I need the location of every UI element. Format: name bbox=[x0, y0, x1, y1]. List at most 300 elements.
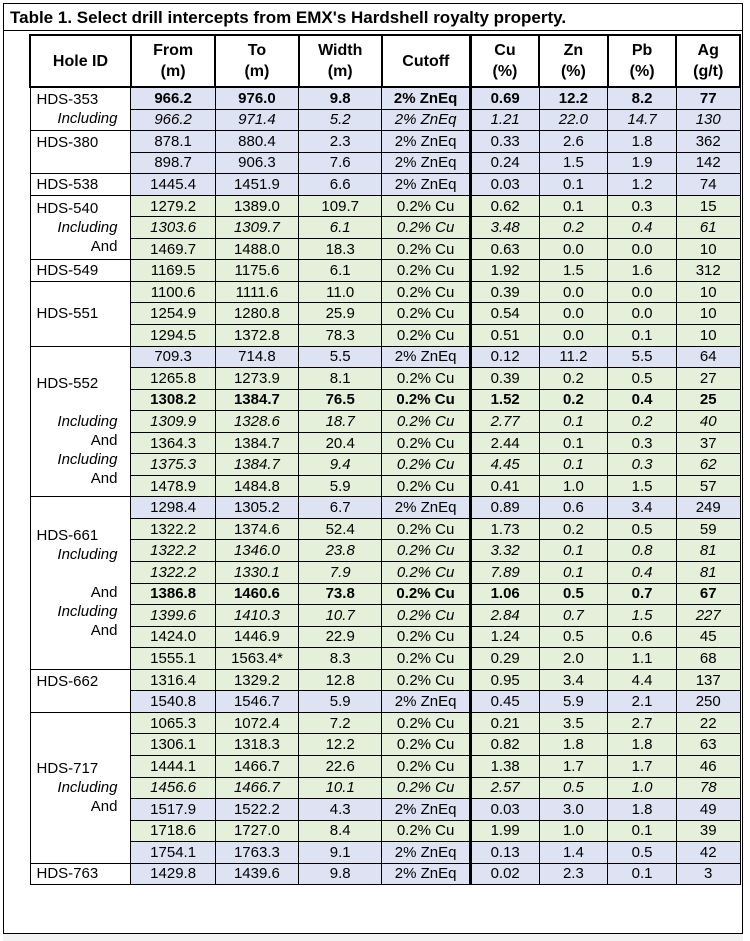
cell-width: 78.3 bbox=[299, 325, 382, 347]
cell-width: 12.2 bbox=[299, 734, 382, 756]
header-cu: Cu (%) bbox=[470, 35, 539, 87]
cell-from: 966.2 bbox=[131, 87, 215, 109]
cell-from: 1265.8 bbox=[131, 368, 215, 390]
hole-id-cell bbox=[30, 260, 131, 282]
cell-ag: 59 bbox=[676, 518, 740, 540]
cell-cutoff: 0.2% Cu bbox=[382, 260, 470, 282]
cell-ag: 312 bbox=[676, 260, 740, 282]
cell-cu: 0.63 bbox=[470, 238, 539, 260]
cell-zn: 0.1 bbox=[539, 454, 608, 476]
header-width: Width (m) bbox=[299, 35, 382, 87]
empty-slot bbox=[37, 640, 126, 659]
cell-pb: 1.1 bbox=[608, 648, 677, 670]
table-row bbox=[30, 238, 740, 260]
cell-to: 1384.7 bbox=[215, 432, 298, 454]
cell-cu: 0.33 bbox=[470, 131, 539, 153]
cell-pb: 2.1 bbox=[608, 691, 677, 713]
cell-ag: 362 bbox=[676, 131, 740, 153]
cell-ag: 10 bbox=[676, 238, 740, 260]
header-row bbox=[30, 35, 740, 87]
cell-width: 10.1 bbox=[299, 777, 382, 799]
cell-width: 7.2 bbox=[299, 712, 382, 734]
cell-pb: 5.5 bbox=[608, 346, 677, 368]
cell-cutoff: 0.2% Cu bbox=[382, 432, 470, 454]
cell-pb: 0.1 bbox=[608, 325, 677, 347]
cell-cutoff: 0.2% Cu bbox=[382, 475, 470, 497]
cell-to: 1384.7 bbox=[215, 389, 298, 411]
cell-cutoff: 2% ZnEq bbox=[382, 842, 470, 864]
cell-cu: 0.21 bbox=[470, 712, 539, 734]
cell-cutoff: 0.2% Cu bbox=[382, 648, 470, 670]
cell-to: 1384.7 bbox=[215, 454, 298, 476]
header-pb: Pb (%) bbox=[608, 35, 677, 87]
cell-to: 976.0 bbox=[215, 87, 298, 109]
table-row bbox=[30, 648, 740, 670]
cell-pb: 0.5 bbox=[608, 842, 677, 864]
cell-cu: 1.21 bbox=[470, 109, 539, 131]
cell-cutoff: 0.2% Cu bbox=[382, 195, 470, 217]
cell-ag: 22 bbox=[676, 712, 740, 734]
hole-id-cell bbox=[30, 346, 131, 497]
table-row bbox=[30, 389, 740, 411]
cell-pb: 0.0 bbox=[608, 281, 677, 303]
cell-ag: 57 bbox=[676, 475, 740, 497]
cell-width: 9.1 bbox=[299, 842, 382, 864]
cell-cu: 1.06 bbox=[470, 583, 539, 605]
cell-width: 20.4 bbox=[299, 432, 382, 454]
hole-id-cell bbox=[30, 712, 131, 863]
cell-cutoff: 0.2% Cu bbox=[382, 411, 470, 433]
cell-width: 4.3 bbox=[299, 799, 382, 821]
empty-slot bbox=[37, 835, 126, 854]
table-row bbox=[30, 131, 740, 153]
header-zn: Zn (%) bbox=[539, 35, 608, 87]
cell-cu: 0.82 bbox=[470, 734, 539, 756]
cell-cu: 0.39 bbox=[470, 368, 539, 390]
cell-cu: 7.89 bbox=[470, 562, 539, 584]
cell-width: 18.3 bbox=[299, 238, 382, 260]
cell-pb: 3.4 bbox=[608, 497, 677, 519]
cell-pb: 1.7 bbox=[608, 755, 677, 777]
cell-to: 1460.6 bbox=[215, 583, 298, 605]
cell-ag: 10 bbox=[676, 303, 740, 325]
cell-cutoff: 2% ZnEq bbox=[382, 346, 470, 368]
hole-id-label: HDS-717 bbox=[36, 760, 99, 778]
cell-ag: 61 bbox=[676, 217, 740, 239]
cell-pb: 0.2 bbox=[608, 411, 677, 433]
cell-ag: 142 bbox=[676, 152, 740, 174]
footer-strip bbox=[3, 934, 743, 941]
cell-cutoff: 0.2% Cu bbox=[382, 583, 470, 605]
cell-zn: 1.0 bbox=[539, 820, 608, 842]
cell-from: 1429.8 bbox=[131, 863, 215, 885]
cell-to: 1466.7 bbox=[215, 755, 298, 777]
cell-zn: 2.0 bbox=[539, 648, 608, 670]
cell-pb: 1.6 bbox=[608, 260, 677, 282]
cell-cu: 0.45 bbox=[470, 691, 539, 713]
cell-cu: 0.39 bbox=[470, 281, 539, 303]
cell-zn: 0.6 bbox=[539, 497, 608, 519]
empty-slot bbox=[37, 721, 126, 740]
cell-zn: 0.1 bbox=[539, 411, 608, 433]
cell-pb: 1.5 bbox=[608, 475, 677, 497]
interval-qualifier: And bbox=[90, 238, 118, 256]
cell-to: 906.3 bbox=[215, 152, 298, 174]
empty-slot bbox=[37, 152, 126, 171]
cell-to: 1329.2 bbox=[215, 669, 298, 691]
table-row bbox=[30, 411, 740, 433]
cell-ag: 130 bbox=[676, 109, 740, 131]
cell-to: 1318.3 bbox=[215, 734, 298, 756]
cell-width: 5.5 bbox=[299, 346, 382, 368]
hole-id-cell bbox=[30, 669, 131, 712]
cell-from: 1279.2 bbox=[131, 195, 215, 217]
interval-qualifier: Including bbox=[57, 603, 118, 621]
cell-width: 5.9 bbox=[299, 691, 382, 713]
interval-qualifier: Including bbox=[57, 219, 118, 237]
cell-to: 1330.1 bbox=[215, 562, 298, 584]
cell-from: 1469.7 bbox=[131, 238, 215, 260]
table-body bbox=[30, 87, 740, 885]
table-row bbox=[30, 152, 740, 174]
cell-width: 9.8 bbox=[299, 863, 382, 885]
cell-pb: 0.0 bbox=[608, 303, 677, 325]
cell-cutoff: 2% ZnEq bbox=[382, 863, 470, 885]
cell-from: 1478.9 bbox=[131, 475, 215, 497]
interval-qualifier: Including bbox=[57, 412, 118, 430]
cell-cu: 0.03 bbox=[470, 799, 539, 821]
cell-zn: 0.2 bbox=[539, 368, 608, 390]
cell-zn: 0.0 bbox=[539, 303, 608, 325]
cell-width: 5.9 bbox=[299, 475, 382, 497]
table-row bbox=[30, 195, 740, 217]
cell-ag: 137 bbox=[676, 669, 740, 691]
interval-qualifier: Including bbox=[57, 546, 118, 564]
cell-ag: 77 bbox=[676, 87, 740, 109]
cell-cu: 2.57 bbox=[470, 777, 539, 799]
cell-ag: 25 bbox=[676, 389, 740, 411]
table-row bbox=[30, 217, 740, 239]
cell-pb: 8.2 bbox=[608, 87, 677, 109]
cell-zn: 1.7 bbox=[539, 755, 608, 777]
table-row bbox=[30, 432, 740, 454]
cell-from: 1254.9 bbox=[131, 303, 215, 325]
cell-width: 76.5 bbox=[299, 389, 382, 411]
table-row bbox=[30, 325, 740, 347]
cell-ag: 42 bbox=[676, 842, 740, 864]
cell-cutoff: 2% ZnEq bbox=[382, 497, 470, 519]
cell-ag: 81 bbox=[676, 562, 740, 584]
table-row bbox=[30, 691, 740, 713]
cell-from: 966.2 bbox=[131, 109, 215, 131]
cell-ag: 37 bbox=[676, 432, 740, 454]
cell-cu: 0.03 bbox=[470, 174, 539, 196]
cell-cutoff: 2% ZnEq bbox=[382, 174, 470, 196]
cell-width: 6.7 bbox=[299, 497, 382, 519]
empty-slot bbox=[37, 507, 126, 526]
cell-ag: 250 bbox=[676, 691, 740, 713]
cell-zn: 5.9 bbox=[539, 691, 608, 713]
table-row bbox=[30, 518, 740, 540]
header-ag: Ag (g/t) bbox=[676, 35, 740, 87]
cell-cu: 1.38 bbox=[470, 755, 539, 777]
cell-width: 25.9 bbox=[299, 303, 382, 325]
cell-to: 1372.8 bbox=[215, 325, 298, 347]
hole-id-label: HDS-380 bbox=[36, 134, 99, 152]
cell-to: 1175.6 bbox=[215, 260, 298, 282]
interval-qualifier: And bbox=[90, 584, 118, 602]
cell-cutoff: 2% ZnEq bbox=[382, 691, 470, 713]
cell-cu: 0.54 bbox=[470, 303, 539, 325]
cell-from: 1445.4 bbox=[131, 174, 215, 196]
interval-qualifier: And bbox=[90, 622, 118, 640]
cell-to: 1346.0 bbox=[215, 540, 298, 562]
cell-from: 1424.0 bbox=[131, 626, 215, 648]
cell-to: 1727.0 bbox=[215, 820, 298, 842]
cell-ag: 81 bbox=[676, 540, 740, 562]
cell-ag: 15 bbox=[676, 195, 740, 217]
cell-ag: 10 bbox=[676, 281, 740, 303]
cell-to: 1563.4* bbox=[215, 648, 298, 670]
hole-id-cell bbox=[30, 131, 131, 174]
cell-cu: 2.77 bbox=[470, 411, 539, 433]
cell-from: 1308.2 bbox=[131, 389, 215, 411]
cell-to: 1305.2 bbox=[215, 497, 298, 519]
hole-id-cell bbox=[30, 497, 131, 669]
cell-pb: 4.4 bbox=[608, 669, 677, 691]
cell-width: 6.6 bbox=[299, 174, 382, 196]
cell-pb: 0.0 bbox=[608, 238, 677, 260]
cell-from: 1444.1 bbox=[131, 755, 215, 777]
cell-ag: 78 bbox=[676, 777, 740, 799]
table-row bbox=[30, 712, 740, 734]
cell-ag: 63 bbox=[676, 734, 740, 756]
cell-width: 9.4 bbox=[299, 454, 382, 476]
cell-width: 22.9 bbox=[299, 626, 382, 648]
cell-cu: 1.99 bbox=[470, 820, 539, 842]
cell-to: 1546.7 bbox=[215, 691, 298, 713]
cell-cu: 0.12 bbox=[470, 346, 539, 368]
cell-width: 6.1 bbox=[299, 217, 382, 239]
cell-ag: 67 bbox=[676, 583, 740, 605]
table-row bbox=[30, 368, 740, 390]
cell-ag: 39 bbox=[676, 820, 740, 842]
cell-from: 1718.6 bbox=[131, 820, 215, 842]
table-row bbox=[30, 281, 740, 303]
cell-pb: 1.8 bbox=[608, 734, 677, 756]
cell-pb: 1.8 bbox=[608, 131, 677, 153]
cell-from: 1309.9 bbox=[131, 411, 215, 433]
cell-ag: 74 bbox=[676, 174, 740, 196]
cell-width: 22.6 bbox=[299, 755, 382, 777]
cell-from: 1322.2 bbox=[131, 562, 215, 584]
cell-cutoff: 0.2% Cu bbox=[382, 518, 470, 540]
header-hole-id: Hole ID bbox=[30, 35, 131, 87]
cell-cutoff: 2% ZnEq bbox=[382, 152, 470, 174]
interval-qualifier: Including bbox=[57, 779, 118, 797]
cell-to: 714.8 bbox=[215, 346, 298, 368]
cell-zn: 1.5 bbox=[539, 260, 608, 282]
cell-cu: 3.48 bbox=[470, 217, 539, 239]
cell-width: 52.4 bbox=[299, 518, 382, 540]
cell-cutoff: 0.2% Cu bbox=[382, 368, 470, 390]
cell-to: 1410.3 bbox=[215, 605, 298, 627]
cell-from: 1399.6 bbox=[131, 605, 215, 627]
table-row bbox=[30, 174, 740, 196]
cell-width: 12.8 bbox=[299, 669, 382, 691]
cell-ag: 68 bbox=[676, 648, 740, 670]
table-row bbox=[30, 562, 740, 584]
cell-cutoff: 0.2% Cu bbox=[382, 626, 470, 648]
cell-pb: 2.7 bbox=[608, 712, 677, 734]
cell-zn: 11.2 bbox=[539, 346, 608, 368]
cell-cutoff: 0.2% Cu bbox=[382, 454, 470, 476]
cell-width: 73.8 bbox=[299, 583, 382, 605]
cell-zn: 0.5 bbox=[539, 777, 608, 799]
cell-to: 1439.6 bbox=[215, 863, 298, 885]
cell-width: 7.9 bbox=[299, 562, 382, 584]
table-row bbox=[30, 605, 740, 627]
cell-zn: 0.2 bbox=[539, 389, 608, 411]
cell-ag: 10 bbox=[676, 325, 740, 347]
cell-zn: 0.1 bbox=[539, 432, 608, 454]
empty-slot bbox=[37, 564, 126, 583]
cell-to: 1522.2 bbox=[215, 799, 298, 821]
table-row bbox=[30, 863, 740, 885]
cell-cu: 0.41 bbox=[470, 475, 539, 497]
cell-zn: 0.5 bbox=[539, 583, 608, 605]
table-row bbox=[30, 820, 740, 842]
cell-pb: 0.6 bbox=[608, 626, 677, 648]
cell-to: 1488.0 bbox=[215, 238, 298, 260]
cell-cu: 0.95 bbox=[470, 669, 539, 691]
cell-pb: 0.8 bbox=[608, 540, 677, 562]
cell-cutoff: 0.2% Cu bbox=[382, 562, 470, 584]
cell-ag: 3 bbox=[676, 863, 740, 885]
cell-cu: 4.45 bbox=[470, 454, 539, 476]
cell-cutoff: 0.2% Cu bbox=[382, 755, 470, 777]
cell-ag: 45 bbox=[676, 626, 740, 648]
cell-cutoff: 0.2% Cu bbox=[382, 217, 470, 239]
cell-cutoff: 0.2% Cu bbox=[382, 777, 470, 799]
cell-width: 11.0 bbox=[299, 281, 382, 303]
cell-zn: 0.5 bbox=[539, 626, 608, 648]
cell-zn: 3.4 bbox=[539, 669, 608, 691]
table-row bbox=[30, 109, 740, 131]
cell-pb: 0.7 bbox=[608, 583, 677, 605]
cell-cu: 0.89 bbox=[470, 497, 539, 519]
cell-from: 1100.6 bbox=[131, 281, 215, 303]
header-cutoff: Cutoff bbox=[382, 35, 470, 87]
cell-pb: 0.3 bbox=[608, 432, 677, 454]
cell-zn: 0.0 bbox=[539, 325, 608, 347]
cell-zn: 0.1 bbox=[539, 540, 608, 562]
cell-cutoff: 0.2% Cu bbox=[382, 325, 470, 347]
cell-from: 1322.2 bbox=[131, 518, 215, 540]
hole-id-label: HDS-763 bbox=[36, 865, 99, 883]
cell-zn: 2.3 bbox=[539, 863, 608, 885]
cell-pb: 1.9 bbox=[608, 152, 677, 174]
header-to: To (m) bbox=[215, 35, 298, 87]
empty-slot bbox=[37, 355, 126, 374]
cell-cutoff: 0.2% Cu bbox=[382, 605, 470, 627]
cell-to: 1309.7 bbox=[215, 217, 298, 239]
cell-zn: 2.6 bbox=[539, 131, 608, 153]
cell-to: 1072.4 bbox=[215, 712, 298, 734]
cell-cu: 1.52 bbox=[470, 389, 539, 411]
cell-cutoff: 0.2% Cu bbox=[382, 669, 470, 691]
cell-pb: 0.5 bbox=[608, 518, 677, 540]
cell-pb: 0.4 bbox=[608, 217, 677, 239]
cell-from: 1322.2 bbox=[131, 540, 215, 562]
empty-slot bbox=[37, 691, 126, 710]
cell-to: 1466.7 bbox=[215, 777, 298, 799]
cell-zn: 0.2 bbox=[539, 518, 608, 540]
cell-zn: 1.0 bbox=[539, 475, 608, 497]
hole-id-label: HDS-661 bbox=[36, 527, 99, 545]
cell-cu: 1.24 bbox=[470, 626, 539, 648]
cell-cu: 1.92 bbox=[470, 260, 539, 282]
hole-id-cell bbox=[30, 87, 131, 131]
cell-from: 1540.8 bbox=[131, 691, 215, 713]
cell-cu: 0.29 bbox=[470, 648, 539, 670]
cell-width: 8.1 bbox=[299, 368, 382, 390]
cell-pb: 1.5 bbox=[608, 605, 677, 627]
table-row bbox=[30, 475, 740, 497]
hole-id-label: HDS-540 bbox=[36, 200, 99, 218]
cell-cutoff: 0.2% Cu bbox=[382, 389, 470, 411]
cell-to: 971.4 bbox=[215, 109, 298, 131]
cell-from: 1386.8 bbox=[131, 583, 215, 605]
cell-cutoff: 0.2% Cu bbox=[382, 540, 470, 562]
cell-pb: 0.3 bbox=[608, 454, 677, 476]
empty-slot bbox=[37, 740, 126, 759]
table-row bbox=[30, 799, 740, 821]
cell-zn: 0.1 bbox=[539, 195, 608, 217]
cell-pb: 0.4 bbox=[608, 562, 677, 584]
cell-width: 23.8 bbox=[299, 540, 382, 562]
cell-cutoff: 2% ZnEq bbox=[382, 799, 470, 821]
cell-from: 1517.9 bbox=[131, 799, 215, 821]
cell-width: 2.3 bbox=[299, 131, 382, 153]
cell-from: 1294.5 bbox=[131, 325, 215, 347]
empty-slot bbox=[37, 323, 126, 342]
cell-cutoff: 0.2% Cu bbox=[382, 734, 470, 756]
cell-from: 1298.4 bbox=[131, 497, 215, 519]
interval-qualifier: And bbox=[90, 469, 118, 487]
cell-cu: 0.69 bbox=[470, 87, 539, 109]
cell-to: 1273.9 bbox=[215, 368, 298, 390]
cell-zn: 0.2 bbox=[539, 217, 608, 239]
cell-width: 18.7 bbox=[299, 411, 382, 433]
cell-ag: 227 bbox=[676, 605, 740, 627]
hole-id-label: HDS-552 bbox=[36, 374, 99, 392]
cell-to: 1374.6 bbox=[215, 518, 298, 540]
cell-pb: 0.4 bbox=[608, 389, 677, 411]
table-row bbox=[30, 540, 740, 562]
cell-to: 1280.8 bbox=[215, 303, 298, 325]
cell-width: 6.1 bbox=[299, 260, 382, 282]
cell-from: 1375.3 bbox=[131, 454, 215, 476]
cell-width: 10.7 bbox=[299, 605, 382, 627]
table-row bbox=[30, 583, 740, 605]
cell-cu: 0.62 bbox=[470, 195, 539, 217]
interval-qualifier: Including bbox=[57, 450, 118, 468]
cell-zn: 1.8 bbox=[539, 734, 608, 756]
hole-id-label: HDS-353 bbox=[36, 91, 99, 109]
cell-cutoff: 0.2% Cu bbox=[382, 303, 470, 325]
cell-ag: 64 bbox=[676, 346, 740, 368]
